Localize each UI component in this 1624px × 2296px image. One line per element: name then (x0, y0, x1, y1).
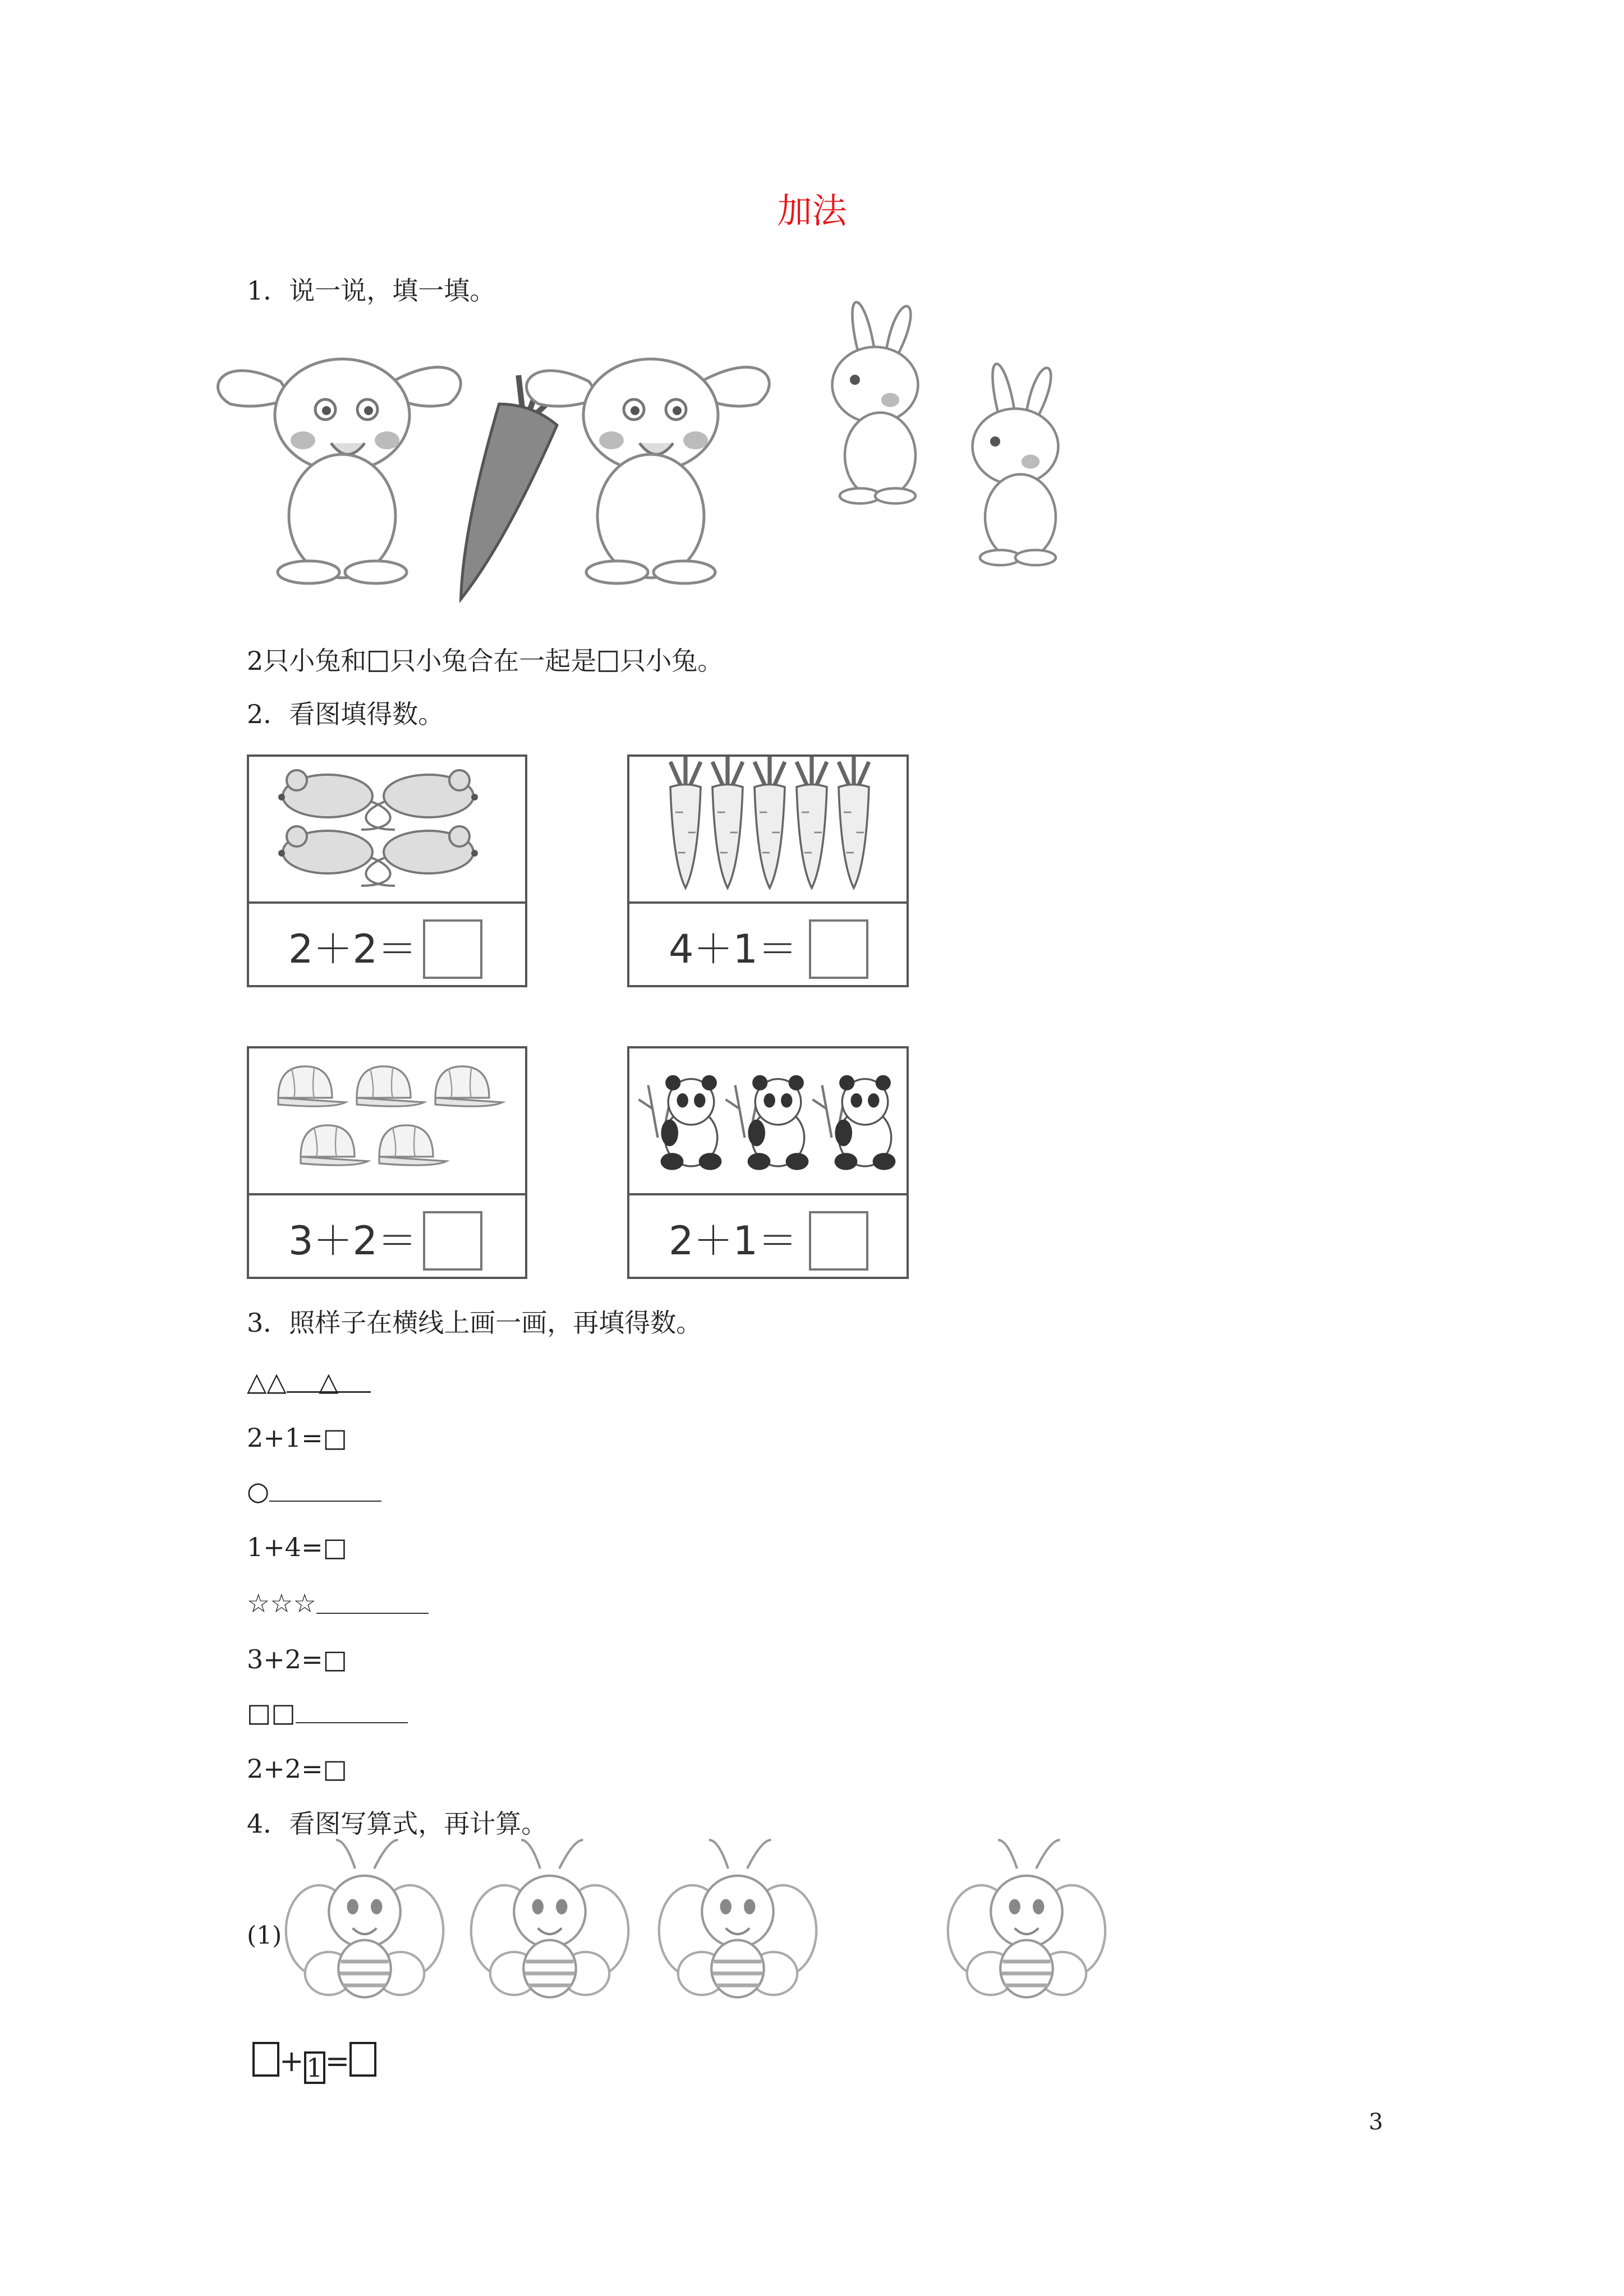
shape-row: □□ (247, 1700, 408, 1726)
panda-icon (813, 1075, 896, 1170)
carrot-icon (839, 757, 869, 888)
question-1-sentence: 2只小兔和 只小兔合在一起是 只小兔。 (247, 646, 724, 676)
equation: 2＋2＝ (288, 926, 417, 972)
answer-box[interactable] (252, 2042, 279, 2077)
bunny-icon (218, 359, 461, 583)
answer-box[interactable] (423, 1211, 482, 1271)
answer-box[interactable] (599, 651, 618, 672)
bee-icon (659, 1840, 817, 1998)
carrot-icon (797, 757, 827, 888)
shape-row: ○ (247, 1478, 381, 1504)
bee-icon (471, 1840, 629, 1998)
drawing-line[interactable] (316, 1590, 429, 1614)
drawing-line[interactable]: △ (287, 1369, 371, 1393)
cap-icon (379, 1125, 447, 1165)
card-divider (249, 901, 525, 904)
equation-row: 2+1=□ (247, 1423, 348, 1453)
bee-icon (948, 1840, 1106, 1998)
rabbit-icon (973, 364, 1059, 565)
pandas-picture (629, 1048, 907, 1191)
shape-row: △△ △ (247, 1369, 371, 1395)
question-4-heading: 4．看图写算式，再计算。 (247, 1809, 548, 1839)
bees-picture (280, 1851, 1156, 2019)
panda-icon (639, 1075, 722, 1170)
question-4-equation: +1= (252, 2042, 376, 2084)
mice-picture (249, 757, 525, 900)
cap-icon (301, 1125, 368, 1165)
mouse-icon (366, 826, 478, 886)
answer-box[interactable] (809, 919, 868, 979)
mouse-icon (278, 770, 390, 830)
equation: 3＋2＝ (288, 1218, 417, 1264)
given-number-box: 1 (304, 2051, 325, 2084)
cap-icon (435, 1066, 503, 1106)
equation-row: 1+4=□ (247, 1532, 348, 1562)
mouse-icon (366, 770, 478, 830)
carrot-icon (670, 757, 701, 888)
carrots-picture (629, 757, 907, 900)
caps-picture (249, 1048, 525, 1191)
drawing-line[interactable] (269, 1478, 381, 1502)
card-divider (249, 1193, 525, 1195)
question-1-heading: 1．说一说，填一填。 (247, 275, 496, 306)
answer-box[interactable] (423, 919, 482, 979)
answer-box[interactable] (809, 1211, 868, 1271)
shape-row: ☆☆☆ (247, 1590, 429, 1616)
card-divider (629, 901, 907, 904)
panda-icon (726, 1075, 809, 1170)
picture-card-mice (247, 754, 527, 987)
drawing-line[interactable] (296, 1700, 408, 1723)
cap-icon (357, 1066, 424, 1106)
page-title: 加法 (777, 190, 847, 231)
equation-row: 2+2=□ (247, 1754, 348, 1784)
question-3-heading: 3．照样子在横线上画一画，再填得数。 (247, 1308, 702, 1338)
carrot-icon (712, 757, 743, 888)
page-number: 3 (1369, 2109, 1383, 2135)
question-2-heading: 2．看图填得数。 (247, 699, 444, 729)
picture-card-carrots (627, 754, 909, 987)
cap-icon (278, 1066, 346, 1106)
part-label: (1) (247, 1921, 282, 1950)
answer-box[interactable] (369, 651, 388, 672)
mouse-icon (278, 826, 390, 886)
equation: 4＋1＝ (669, 926, 798, 972)
picture-card-pandas (627, 1046, 909, 1279)
bunny-icon (526, 359, 769, 583)
equation: 2＋1＝ (669, 1218, 798, 1264)
question-1-illustration (241, 314, 1150, 628)
carrot-icon (755, 757, 785, 888)
picture-card-caps (247, 1046, 527, 1279)
rabbit-icon (832, 302, 918, 504)
answer-box[interactable] (349, 2042, 376, 2077)
bee-icon (286, 1840, 444, 1998)
card-divider (629, 1193, 907, 1195)
equation-row: 3+2=□ (247, 1644, 348, 1674)
